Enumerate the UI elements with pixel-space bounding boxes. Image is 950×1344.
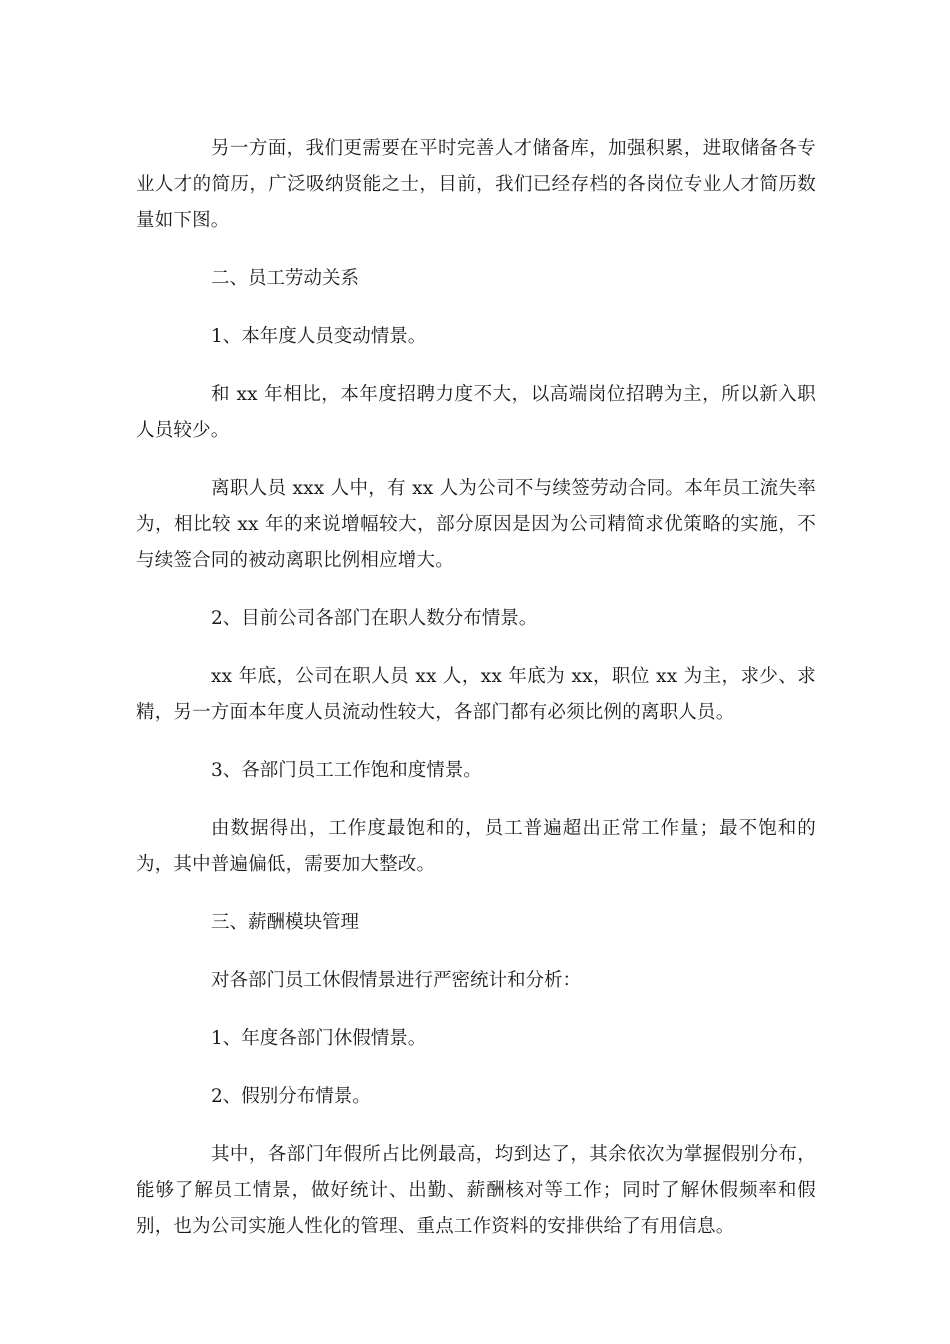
paragraph-leave-analysis: 其中，各部门年假所占比例最高，均到达了，其余依次为掌握假别分布，能够了解员工情景，做好统计、出勤、薪酬核对等工作；同时了解休假频率和假别，也为公司实施人性化的管理、重点工作资料的安排供给了有用信息。 xyxy=(136,1144,816,1237)
subheading-work-saturation: 3、各部门员工工作饱和度情景。 xyxy=(211,760,482,781)
subheading-department-headcount: 2、目前公司各部门在职人数分布情景。 xyxy=(211,608,538,629)
paragraph-talent-reserve: 另一方面，我们更需要在平时完善人才储备库，加强积累，进取储备各专业人才的简历，广泛吸纳贤能之士，目前，我们已经存档的各岗位专业人才简历数量如下图。 xyxy=(136,138,816,231)
section-heading-labor-relations: 二、员工劳动关系 xyxy=(211,268,360,289)
paragraph-saturation: 由数据得出，工作度最饱和的，员工普遍超出正常工作量；最不饱和的为，其中普遍偏低，需要加大整改。 xyxy=(136,818,816,875)
document-body xyxy=(136,131,816,1267)
section-heading-compensation: 三、薪酬模块管理 xyxy=(211,912,360,933)
subheading-staff-changes: 1、本年度人员变动情景。 xyxy=(211,326,427,347)
paragraph-leave-statistics: 对各部门员工休假情景进行严密统计和分析： xyxy=(211,970,582,991)
subheading-department-leave: 1、年度各部门休假情景。 xyxy=(211,1028,427,1049)
subheading-leave-types: 2、假别分布情景。 xyxy=(211,1086,371,1107)
paragraph-recruitment: 和 xx 年相比，本年度招聘力度不大，以高端岗位招聘为主，所以新入职人员较少。 xyxy=(136,384,816,441)
paragraph-resignations: 离职人员 xxx 人中，有 xx 人为公司不与续签劳动合同。本年员工流失率为，相比较 xx 年的来说增幅较大，部分原因是因为公司精简求优策略的实施，不与续签合同的被动离职比例相应增大。 xyxy=(136,478,816,571)
paragraph-headcount: xx 年底，公司在职人员 xx 人，xx 年底为 xx，职位 xx 为主，求少、求精，另一方面本年度人员流动性较大，各部门都有必须比例的离职人员。 xyxy=(136,666,816,723)
